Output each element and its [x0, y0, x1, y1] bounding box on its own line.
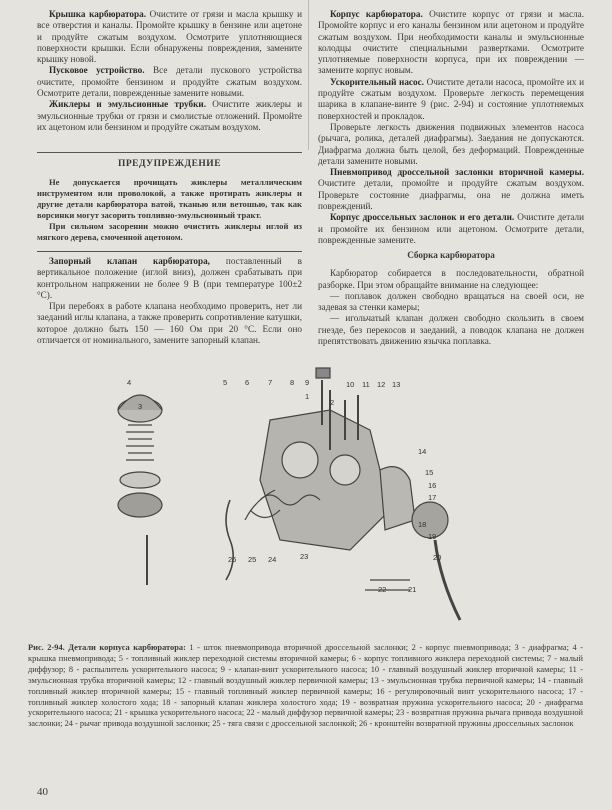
paragraph — [37, 65, 302, 99]
figure-callout: 11 — [362, 380, 370, 389]
paragraph: — игольчатый клапан должен свободно скользить в своем гнезде, без перекосов и заеданий, а поводок клапана не должен препятствовать движению язычка поплавка. — [318, 313, 584, 347]
figure-callout: 10 — [346, 380, 355, 389]
paragraph: Карбюратор собирается в последовательности, обратной разборке. При этом обращайте внимание на следующее: — [318, 268, 584, 290]
figure-callout: 25 — [248, 555, 257, 564]
paragraph — [318, 122, 584, 167]
paragraph — [37, 256, 302, 301]
paragraph — [318, 167, 584, 212]
figure-callout: 12 — [377, 380, 386, 389]
paragraph-lead: Пусковое устройство. — [49, 65, 145, 76]
figure-callout: 13 — [392, 380, 401, 389]
paragraph-lead: Ускорительный насос. — [330, 76, 424, 87]
paragraph — [37, 99, 302, 133]
paragraph-lead: Пневмопривод дроссельной заслонки вторичной камеры. — [330, 167, 584, 178]
figure-callout: 5 — [223, 378, 228, 387]
page-gutter — [308, 0, 309, 150]
paragraph: — поплавок должен свободно вращаться на своей оси, не задевая за стенки камеры; — [318, 290, 584, 313]
figure-callout: 22 — [378, 585, 387, 594]
figure-callout: 19 — [428, 532, 437, 541]
diagram-drawing — [100, 340, 520, 640]
paragraph-lead: Крышка карбюратора. — [49, 9, 147, 19]
figure-callout: 15 — [425, 468, 434, 477]
paragraph — [318, 77, 584, 122]
paragraph-text: Очистите жиклеры и эмульсионные трубки от грязи и смолистые отложений. Промойте их ацетоном или бензином и продуйте сжатым воздухом. — [37, 99, 302, 132]
paragraph-text: поставленный в вертикальное положение (иглой вниз), должен срабатывать при контрольном напряжении не более 9 В (при температуре 100±2 °С). — [37, 256, 302, 300]
paragraph-text: Все детали пускового устройства очистите, промойте бензином и продуйте сжатым воздухом. Осмотрите детали, поврежденные замените новыми. — [37, 65, 302, 99]
warning-title: ПРЕДУПРЕЖДЕНИЕ — [117, 159, 222, 169]
caption-text: 1 - шток пневмопривода вторичной дроссельной заслонки; 2 - корпус пневмопривода; 3 - диафрагма; 4 - крышка пневмопривода; 5 - топливный жиклер переходной системы вторичной камеры; 6 - корпус топливного жиклера переходной системы; 7 - малый диффузор; 8 - распылитель ускорительного насоса; 9 - клапан-винт ускорительного насоса; 10 - главный воздушный жиклер вторичной камеры; 11 - эмульсионная трубка вторичной камеры; 12 - главный воздушный жиклер первичной камеры; 13 - эмульсионная трубка первичной камеры; 14 - главный топливный жиклер вторичной камеры; 15 - главный топливный жиклер первичной камеры; 16 - регулировочный винт ускорительного насоса; 17 - топливный жиклер холостого хода; 18 - запорный клапан жиклера холостого хода; 19 - возвратная пружина ускорительного насоса; 20 - диафрагма ускорительного насоса; 21 - крышка ускорительного насоса; 22 - малый диффузор первичной камеры; 23 - возвратная пружина рычага привода воздушной заслонки; 24 - рычаг привода воздушной заслонки; 25 - тяга связи с дроссельной заслонкой; 26 - кронштейн возвратной пружины дроссельных заслонок — [28, 643, 584, 729]
right-column-top — [318, 9, 584, 246]
figure-callout: 4 — [127, 378, 132, 387]
paragraph-lead: Корпус карбюратора. — [330, 9, 423, 19]
caption-lead: Рис. 2-94. Детали корпуса карбюратора: — [28, 643, 186, 652]
figure-callout: 3 — [138, 402, 143, 411]
figure-callout: 6 — [245, 378, 250, 387]
figure-callout: 17 — [428, 493, 437, 502]
carburetor-exploded-diagram — [100, 340, 520, 640]
assembly-section — [318, 250, 584, 347]
paragraph-text: Очистите корпус от грязи и масла. Промойте корпус и его каналы бензином или ацетоном и продуйте сжатым воздухом. При необходимости каналы и эмульсионные колодцы очистите специальными развертками. Осмотрите уплотняемые поверхности корпуса, при их повреждении — замените корпус новым. — [318, 9, 585, 76]
figure-callout: 9 — [305, 378, 310, 387]
figure-callout: 21 — [408, 585, 417, 594]
paragraph-lead: Корпус дроссельных заслонок и его детали. — [330, 212, 515, 223]
paragraph — [37, 9, 302, 65]
figure-callout: 23 — [300, 552, 309, 561]
figure-callout: 8 — [290, 378, 295, 387]
figure-caption — [28, 643, 583, 730]
paragraph-text: Проверьте легкость движения подвижных элементов насоса (рычага, ролика, деталей диафрагмы). Заедания не допускаются. Диафрагма должна быть целой, без деформаций. Поврежденные детали замените новыми. — [318, 121, 584, 166]
paragraph-lead: Жиклеры и эмульсионные трубки. — [49, 99, 207, 110]
paragraph-text: Очистите детали и промойте их бензином или ацетоном. Осмотрите детали, поврежденные замените. — [318, 212, 584, 245]
page-number: 40 — [37, 786, 48, 798]
figure-callout: 20 — [433, 553, 442, 562]
paragraph-text: Очистите детали насоса, промойте их и продуйте сжатым воздухом. Проверьте легкость перемещения шарика в клапане-винте 9 (рис. 2-94) и состояние уплотняемых поверхностей и прокладок. — [318, 76, 584, 121]
paragraph — [318, 212, 584, 246]
left-column-middle — [37, 256, 302, 346]
figure-callout: 18 — [418, 520, 427, 529]
warning-text: При сильном засорении можно очистить жиклеры иглой из мягкого дерева, смоченной ацетоном. — [37, 221, 302, 242]
figure-callout: 16 — [428, 481, 437, 490]
section-heading: Сборка карбюратора — [407, 250, 495, 260]
figure-callout: 26 — [228, 555, 237, 564]
paragraph-text: При перебоях в работе клапана необходимо проверить, нет ли заеданий иглы клапана, а также проверить сопротивление катушки, которое должно быть 150 — 160 Ом при 20 °С. Если оно отличается от номинального, замените запорный клапан. — [37, 301, 302, 346]
warning-text: Не допускается прочищать жиклеры металлическим инструментом или проволокой, а также протирать жиклеры и другие детали карбюратора ватой, тканью или ветошью, так как ворсинки могут засорить топливно-эмульсионный тракт. — [37, 177, 302, 220]
paragraph-text: Очистите детали, промойте и продуйте сжатым воздухом. Проверьте состояние диафрагмы, она не должна иметь повреждений. — [318, 178, 584, 212]
paragraph-text: Очистите от грязи и масла крышку и все отверстия и каналы. Промойте крышку в бензине или ацетоне и продуйте сжатым воздухом. Осмотрите уплотняющиеся поверхности крышки. Если обнаружены повреждения, замените крышку новой. — [37, 9, 303, 65]
paragraph — [318, 9, 584, 77]
figure-callout: 24 — [268, 555, 277, 564]
figure-callout: 1 — [305, 392, 310, 401]
left-column-top — [37, 9, 302, 133]
paragraph-lead: Запорный клапан карбюратора, — [49, 256, 210, 266]
warning-box — [37, 152, 302, 252]
figure-callout: 7 — [268, 378, 273, 387]
figure-callout: 2 — [330, 398, 335, 407]
figure-callout: 14 — [418, 447, 427, 456]
